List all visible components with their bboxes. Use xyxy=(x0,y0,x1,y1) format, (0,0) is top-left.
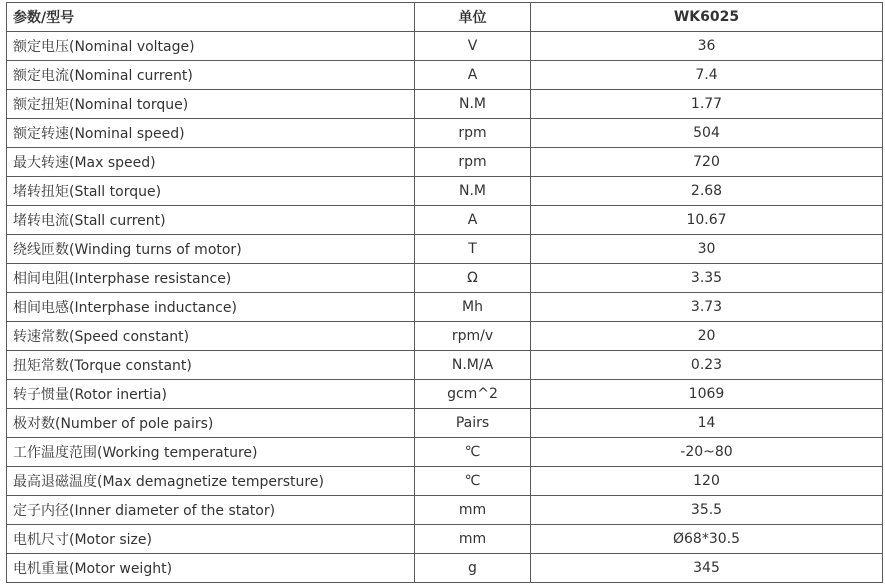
parameter-cell: 极对数(Number of pole pairs) xyxy=(7,409,415,438)
parameter-cell: 相间电阻(Interphase resistance) xyxy=(7,264,415,293)
parameter-cell: 电机重量(Motor weight) xyxy=(7,554,415,583)
value-cell: 30 xyxy=(531,235,883,264)
parameter-cell: 最高退磁温度(Max demagnetize tempersture) xyxy=(7,467,415,496)
value-cell: 35.5 xyxy=(531,496,883,525)
table-row xyxy=(7,525,883,554)
value-cell: 3.73 xyxy=(531,293,883,322)
value-cell: 1.77 xyxy=(531,90,883,119)
table-row xyxy=(7,235,883,264)
parameter-cell: 扭矩常数(Torque constant) xyxy=(7,351,415,380)
table-row xyxy=(7,438,883,467)
parameter-cell: 绕线匝数(Winding turns of motor) xyxy=(7,235,415,264)
unit-cell: rpm xyxy=(415,119,531,148)
value-cell: 504 xyxy=(531,119,883,148)
unit-cell: V xyxy=(415,32,531,61)
table-row xyxy=(7,496,883,525)
unit-cell: T xyxy=(415,235,531,264)
unit-cell: rpm/v xyxy=(415,322,531,351)
table-row xyxy=(7,61,883,90)
parameter-cell: 堵转扭矩(Stall torque) xyxy=(7,177,415,206)
unit-cell: ℃ xyxy=(415,467,531,496)
unit-cell: Ω xyxy=(415,264,531,293)
unit-cell: gcm^2 xyxy=(415,380,531,409)
table-row xyxy=(7,206,883,235)
parameter-cell: 定子内径(Inner diameter of the stator) xyxy=(7,496,415,525)
unit-cell: N.M xyxy=(415,177,531,206)
parameter-cell: 电机尺寸(Motor size) xyxy=(7,525,415,554)
parameter-cell: 工作温度范围(Working temperature) xyxy=(7,438,415,467)
value-cell: 14 xyxy=(531,409,883,438)
parameter-cell: 堵转电流(Stall current) xyxy=(7,206,415,235)
table-row xyxy=(7,554,883,583)
table-row xyxy=(7,467,883,496)
value-cell: Ø68*30.5 xyxy=(531,525,883,554)
parameter-cell: 额定电流(Nominal current) xyxy=(7,61,415,90)
table-row xyxy=(7,119,883,148)
table-row xyxy=(7,322,883,351)
value-cell: 7.4 xyxy=(531,61,883,90)
table-row xyxy=(7,293,883,322)
table-row xyxy=(7,351,883,380)
value-cell: 20 xyxy=(531,322,883,351)
table-row xyxy=(7,380,883,409)
header-row xyxy=(7,3,883,32)
value-cell: 120 xyxy=(531,467,883,496)
table-row xyxy=(7,409,883,438)
unit-cell: Pairs xyxy=(415,409,531,438)
value-cell: 36 xyxy=(531,32,883,61)
unit-cell: A xyxy=(415,61,531,90)
unit-cell: mm xyxy=(415,496,531,525)
parameter-cell: 相间电感(Interphase inductance) xyxy=(7,293,415,322)
parameter-cell: 转速常数(Speed constant) xyxy=(7,322,415,351)
spec-table-body xyxy=(7,32,883,583)
table-row xyxy=(7,32,883,61)
header-model: WK6025 xyxy=(531,3,883,32)
unit-cell: N.M/A xyxy=(415,351,531,380)
unit-cell: A xyxy=(415,206,531,235)
parameter-cell: 最大转速(Max speed) xyxy=(7,148,415,177)
value-cell: 345 xyxy=(531,554,883,583)
header-unit: 单位 xyxy=(415,3,531,32)
table-row xyxy=(7,264,883,293)
value-cell: 1069 xyxy=(531,380,883,409)
value-cell: 0.23 xyxy=(531,351,883,380)
unit-cell: Mh xyxy=(415,293,531,322)
value-cell: 3.35 xyxy=(531,264,883,293)
unit-cell: rpm xyxy=(415,148,531,177)
parameter-cell: 额定扭矩(Nominal torque) xyxy=(7,90,415,119)
parameter-cell: 额定电压(Nominal voltage) xyxy=(7,32,415,61)
table-row xyxy=(7,90,883,119)
value-cell: 2.68 xyxy=(531,177,883,206)
parameter-cell: 额定转速(Nominal speed) xyxy=(7,119,415,148)
unit-cell: ℃ xyxy=(415,438,531,467)
parameter-cell: 转子惯量(Rotor inertia) xyxy=(7,380,415,409)
table-row xyxy=(7,148,883,177)
value-cell: -20~80 xyxy=(531,438,883,467)
unit-cell: N.M xyxy=(415,90,531,119)
spec-table xyxy=(6,2,883,583)
unit-cell: mm xyxy=(415,525,531,554)
value-cell: 720 xyxy=(531,148,883,177)
header-parameter: 参数/型号 xyxy=(7,3,415,32)
unit-cell: g xyxy=(415,554,531,583)
value-cell: 10.67 xyxy=(531,206,883,235)
table-row xyxy=(7,177,883,206)
